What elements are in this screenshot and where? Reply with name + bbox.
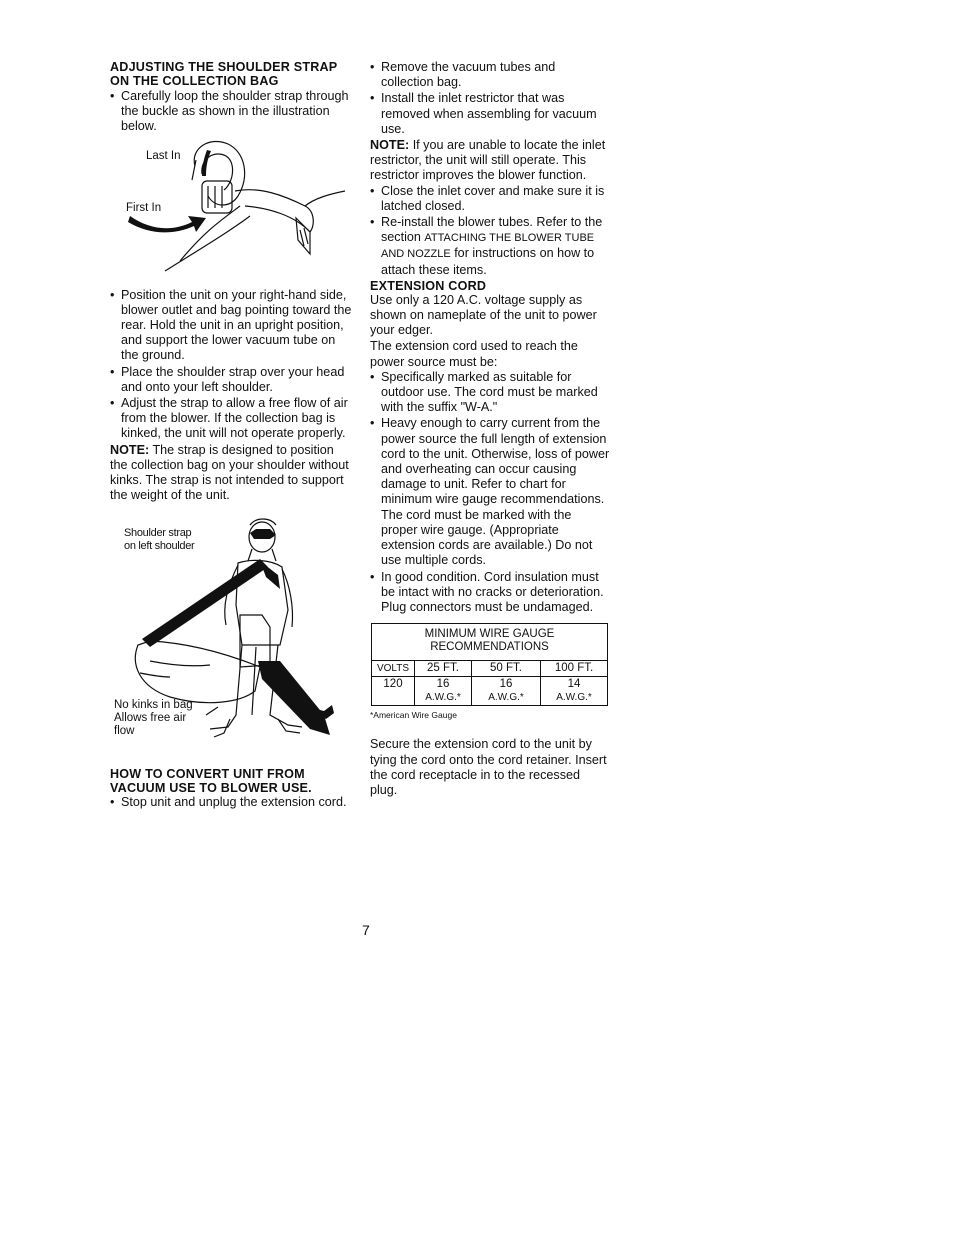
table-header-cell: 100 FT. bbox=[541, 661, 608, 677]
paragraph: Use only a 120 A.C. voltage supply as shown on nameplate of the unit to power your edger. bbox=[370, 292, 597, 338]
table-footnote: *American Wire Gauge bbox=[370, 710, 457, 721]
bullet-item: • Remove the vacuum tubes and collection bag. bbox=[370, 60, 610, 90]
operator-illustration bbox=[110, 515, 352, 757]
table-title-row bbox=[372, 624, 608, 661]
table-header-cell: 50 FT. bbox=[472, 661, 541, 677]
bullet-item: • Install the inlet restrictor that was removed when assembling for vacuum use. bbox=[370, 91, 610, 137]
table-cell bbox=[415, 677, 472, 706]
bullet-item: • Adjust the strap to allow a free flow of air from the blower. If the collection bag is kinked, the unit will not operate properly. bbox=[110, 396, 352, 442]
label-line: Allows free air bbox=[114, 712, 187, 725]
page-number: 7 bbox=[362, 922, 370, 938]
bullet-item: • Close the inlet cover and make sure it is latched closed. bbox=[370, 184, 610, 214]
gauge-unit: A.W.G.* bbox=[488, 692, 524, 704]
section-heading-shoulder-strap bbox=[110, 60, 352, 88]
section-reference: ATTACHING THE BLOWER TUBE AND NOZZLE bbox=[381, 232, 595, 261]
table-cell bbox=[541, 677, 608, 706]
label-first-in: First In bbox=[126, 201, 162, 214]
label-shoulder-strap bbox=[124, 527, 194, 553]
label-line: Shoulder strap bbox=[124, 527, 192, 540]
buckle-illustration bbox=[110, 136, 352, 286]
note-paragraph bbox=[110, 443, 352, 504]
bullet-item: • Stop unit and unplug the extension cord. bbox=[110, 795, 352, 810]
table-title-line: MINIMUM WIRE GAUGE bbox=[424, 628, 555, 641]
bullet-list bbox=[110, 89, 352, 135]
note-label: NOTE: bbox=[110, 442, 150, 457]
paragraph: Secure the extension cord to the unit by tying the cord onto the cord retainer. Insert the cord receptacle in to the recessed plug. bbox=[370, 737, 607, 797]
bullet-list bbox=[110, 795, 352, 810]
section-heading-convert bbox=[110, 767, 352, 795]
bullet-item: • Specifically marked as suitable for outdoor use. The cord must be marked with the suffix "W-A." bbox=[370, 370, 610, 416]
bullet-text: for instructions on how to attach these items. bbox=[381, 246, 595, 277]
table-title bbox=[372, 624, 608, 661]
bullet-item: • Position the unit on your right-hand side, blower outlet and bag pointing toward the rear. Hold the unit in an upright position, and support the lower vacuum tube on the ground. bbox=[110, 288, 352, 364]
gauge-unit: A.W.G.* bbox=[556, 692, 592, 704]
bullet-list bbox=[110, 288, 352, 442]
table-header-cell: VOLTS bbox=[372, 661, 415, 677]
table-cell: 120 bbox=[372, 677, 415, 706]
gauge-value: 16 bbox=[436, 678, 450, 691]
note-text: The strap is designed to position the collection bag on your shoulder without kinks. The strap is not intended to support the weight of the unit. bbox=[110, 442, 349, 503]
table-title-line: RECOMMENDATIONS bbox=[430, 641, 549, 654]
gauge-unit: A.W.G.* bbox=[425, 692, 461, 704]
wire-gauge-table bbox=[371, 623, 608, 706]
bullet-list bbox=[370, 184, 610, 278]
bullet-item bbox=[370, 215, 610, 278]
note-text: If you are unable to locate the inlet restrictor, the unit will still operate. This restrictor improves the blower function. bbox=[370, 138, 606, 183]
label-last-in: Last In bbox=[146, 149, 181, 162]
table-row bbox=[372, 677, 608, 706]
gauge-value: 14 bbox=[567, 678, 581, 691]
note-paragraph bbox=[370, 138, 610, 184]
heading-line: ADJUSTING THE SHOULDER STRAP bbox=[110, 60, 338, 74]
note-label: NOTE: bbox=[370, 138, 410, 153]
section-heading-extension-cord: EXTENSION CORD bbox=[370, 278, 487, 293]
bullet-item: • In good condition. Cord insulation must be intact with no cracks or deterioration. Plug connectors must be undamaged. bbox=[370, 570, 610, 616]
table-header-cell: 25 FT. bbox=[415, 661, 472, 677]
heading-line: ON THE COLLECTION BAG bbox=[110, 74, 279, 88]
gauge-value: 16 bbox=[499, 678, 513, 691]
bullet-item: • Place the shoulder strap over your head and onto your left shoulder. bbox=[110, 365, 352, 395]
label-no-kinks bbox=[114, 699, 193, 738]
table-header-row bbox=[372, 661, 608, 677]
bullet-list bbox=[370, 60, 610, 137]
right-column bbox=[370, 60, 610, 798]
table-cell bbox=[472, 677, 541, 706]
label-line: on left shoulder bbox=[124, 540, 195, 553]
label-line: No kinks in bag bbox=[114, 699, 193, 712]
bullet-item: • Carefully loop the shoulder strap through the buckle as shown in the illustration below. bbox=[110, 89, 352, 135]
heading-line: HOW TO CONVERT UNIT FROM bbox=[110, 767, 305, 782]
bullet-text: Re-install the blower tubes. Refer to the section bbox=[381, 215, 603, 245]
paragraph: The extension cord used to reach the power source must be: bbox=[370, 339, 578, 369]
left-column bbox=[110, 60, 352, 812]
heading-line: VACUUM USE TO BLOWER USE. bbox=[110, 781, 312, 796]
bullet-item: • Heavy enough to carry current from the power source the full length of extension cord to the unit. Otherwise, loss of power and overheating can occur causing damage to unit. Refer to chart for minimum wire gauge recommendations. The cord must be marked with the proper wire gauge. (Appropriate extension cords are available.) Do not use multiple cords. bbox=[370, 416, 610, 568]
bullet-list bbox=[370, 370, 610, 615]
label-line: flow bbox=[114, 725, 135, 738]
